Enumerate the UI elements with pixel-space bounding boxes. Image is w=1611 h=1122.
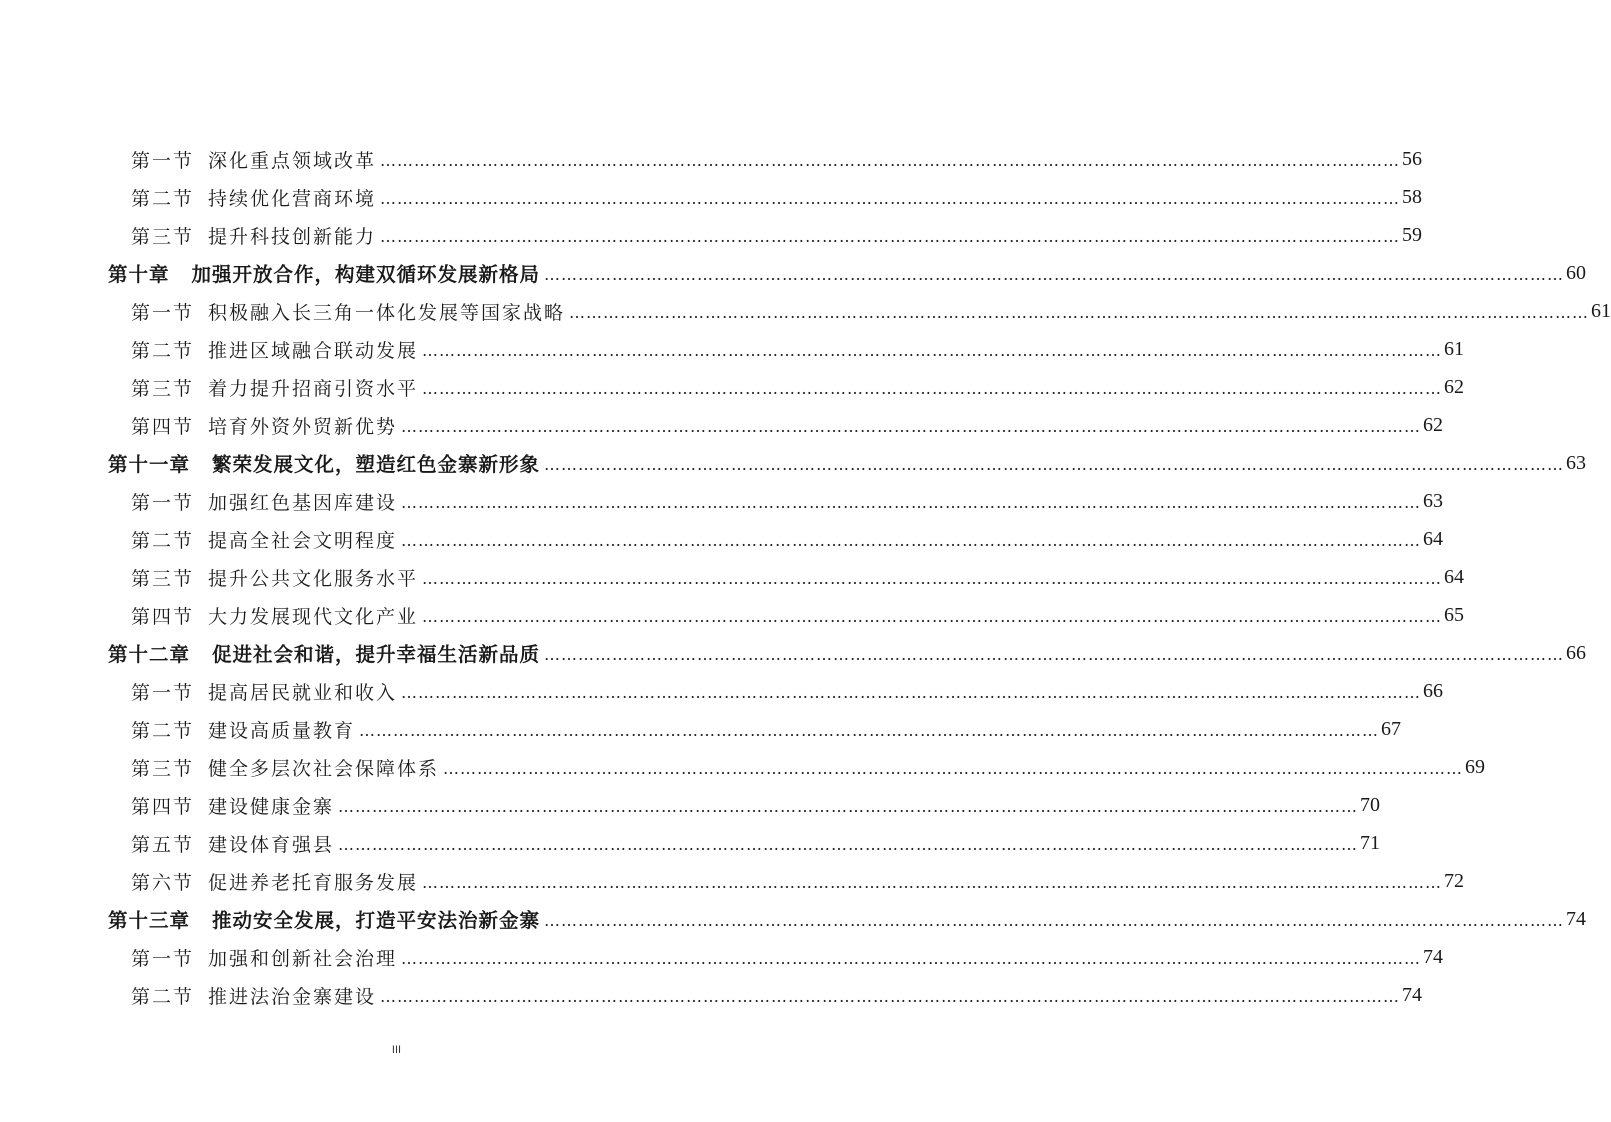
- toc-entry-number: 第一节: [131, 301, 195, 324]
- dot-leader: ………………………………………………………………………………………………………………………………………………………………: [544, 455, 1565, 474]
- toc-entry-label: [108, 639, 540, 667]
- toc-entry-title: 建设体育强县: [208, 833, 335, 856]
- toc-entry-label: [131, 564, 418, 591]
- dot-leader: ………………………………………………………………………………………………………………………………………………………………: [422, 873, 1443, 892]
- toc-entry-number: 第二节: [131, 719, 195, 742]
- toc-entry-title: 加强和创新社会治理: [208, 947, 398, 970]
- dot-leader: ………………………………………………………………………………………………………………………………………………………………: [401, 949, 1422, 968]
- toc-entry[interactable]: [0, 596, 1465, 634]
- toc-entry[interactable]: [0, 748, 1486, 786]
- toc-entry[interactable]: [0, 520, 1444, 558]
- toc-entry-number: 第三节: [131, 377, 195, 400]
- toc-entry-label: [131, 184, 376, 211]
- toc-entry[interactable]: [0, 976, 1423, 1014]
- toc-entry-label: [131, 716, 355, 743]
- toc-entry-number: 第四节: [131, 795, 195, 818]
- toc-entry-number: 第二节: [131, 187, 195, 210]
- dot-leader: ………………………………………………………………………………………………………………………………………………………………: [380, 189, 1401, 208]
- toc-entry-label: [131, 982, 376, 1009]
- toc-entry-title: 深化重点领域改革: [208, 149, 377, 172]
- toc-entry-title: 提升公共文化服务水平: [208, 567, 419, 590]
- toc-chapter-number: 第十二章: [108, 643, 191, 666]
- table-of-contents: [0, 140, 1611, 1014]
- toc-chapter-entry[interactable]: [0, 254, 1587, 292]
- toc-entry-page: 66: [1566, 641, 1587, 664]
- toc-entry-label: [131, 336, 418, 363]
- toc-entry-page: 74: [1423, 945, 1444, 968]
- toc-entry[interactable]: [0, 938, 1444, 976]
- toc-chapter-entry[interactable]: [0, 634, 1587, 672]
- toc-entry-page: 61: [1444, 337, 1465, 360]
- toc-entry-page: 63: [1566, 451, 1587, 474]
- dot-leader: ………………………………………………………………………………………………………………………………………………………………: [422, 607, 1443, 626]
- toc-entry-page: 56: [1402, 147, 1423, 170]
- toc-entry-label: [131, 830, 334, 857]
- toc-entry-page: 72: [1444, 869, 1465, 892]
- toc-entry-page: 64: [1444, 565, 1465, 588]
- toc-entry-number: 第三节: [131, 567, 195, 590]
- toc-chapter-title: 繁荣发展文化，塑造红色金寨新形象: [212, 453, 541, 476]
- toc-entry-number: 第一节: [131, 149, 195, 172]
- dot-leader: ………………………………………………………………………………………………………………………………………………………………: [544, 645, 1565, 664]
- toc-chapter-title: 推动安全发展，打造平安法治新金寨: [212, 909, 541, 932]
- toc-entry-title: 积极融入长三角一体化发展等国家战略: [208, 301, 566, 324]
- toc-entry-number: 第一节: [131, 947, 195, 970]
- toc-entry-title: 加强红色基因库建设: [208, 491, 398, 514]
- toc-entry-label: [131, 944, 397, 971]
- toc-entry-label: [131, 792, 334, 819]
- toc-entry-label: [131, 222, 376, 249]
- dot-leader: ………………………………………………………………………………………………………………………………………………………………: [544, 911, 1565, 930]
- toc-entry-page: 64: [1423, 527, 1444, 550]
- toc-entry[interactable]: [0, 292, 1611, 330]
- dot-leader: ………………………………………………………………………………………………………………………………………………………………: [401, 683, 1422, 702]
- toc-entry-label: [131, 754, 439, 781]
- toc-entry-title: 促进养老托育服务发展: [208, 871, 419, 894]
- toc-entry-label: [131, 298, 565, 325]
- toc-entry-title: 持续优化营商环境: [208, 187, 377, 210]
- toc-entry-title: 大力发展现代文化产业: [208, 605, 419, 628]
- toc-entry-title: 建设健康金寨: [208, 795, 335, 818]
- toc-entry-number: 第三节: [131, 225, 195, 248]
- toc-chapter-number: 第十一章: [108, 453, 191, 476]
- toc-entry[interactable]: [0, 178, 1423, 216]
- toc-entry-page: 61: [1591, 299, 1611, 322]
- page-number-footer: III: [391, 1044, 402, 1056]
- toc-entry-number: 第二节: [131, 985, 195, 1008]
- toc-entry-label: [131, 146, 376, 173]
- dot-leader: ………………………………………………………………………………………………………………………………………………………………: [422, 569, 1443, 588]
- toc-entry-label: [131, 374, 418, 401]
- toc-entry[interactable]: [0, 216, 1423, 254]
- toc-entry-label: [108, 449, 540, 477]
- toc-entry-page: 70: [1360, 793, 1381, 816]
- toc-entry-number: 第一节: [131, 681, 195, 704]
- toc-entry-number: 第二节: [131, 529, 195, 552]
- toc-entry-label: [131, 868, 418, 895]
- dot-leader: ………………………………………………………………………………………………………………………………………………………………: [380, 987, 1401, 1006]
- dot-leader: ………………………………………………………………………………………………………………………………………………………………: [422, 379, 1443, 398]
- toc-entry-label: [131, 412, 397, 439]
- toc-entry-title: 健全多层次社会保障体系: [208, 757, 440, 780]
- toc-entry-label: [131, 488, 397, 515]
- toc-entry-title: 着力提升招商引资水平: [208, 377, 419, 400]
- toc-chapter-title: 促进社会和谐，提升幸福生活新品质: [212, 643, 541, 666]
- toc-entry-label: [108, 905, 540, 933]
- toc-entry-number: 第四节: [131, 415, 195, 438]
- dot-leader: ………………………………………………………………………………………………………………………………………………………………: [359, 721, 1380, 740]
- dot-leader: ………………………………………………………………………………………………………………………………………………………………: [443, 759, 1464, 778]
- dot-leader: ………………………………………………………………………………………………………………………………………………………………: [380, 227, 1401, 246]
- toc-entry[interactable]: [0, 368, 1465, 406]
- toc-entry-number: 第二节: [131, 339, 195, 362]
- dot-leader: ………………………………………………………………………………………………………………………………………………………………: [401, 531, 1422, 550]
- dot-leader: ………………………………………………………………………………………………………………………………………………………………: [338, 835, 1359, 854]
- toc-entry-label: [131, 526, 397, 553]
- toc-entry-page: 63: [1423, 489, 1444, 512]
- toc-entry[interactable]: [0, 862, 1465, 900]
- toc-entry-page: 65: [1444, 603, 1465, 626]
- toc-chapter-entry[interactable]: [0, 444, 1587, 482]
- toc-entry-page: 62: [1444, 375, 1465, 398]
- dot-leader: ………………………………………………………………………………………………………………………………………………………………: [380, 151, 1401, 170]
- toc-chapter-entry[interactable]: [0, 900, 1587, 938]
- toc-entry[interactable]: [0, 406, 1444, 444]
- toc-entry-page: 60: [1566, 261, 1587, 284]
- toc-entry-number: 第五节: [131, 833, 195, 856]
- toc-entry-title: 培育外资外贸新优势: [208, 415, 398, 438]
- toc-entry-label: [131, 678, 397, 705]
- toc-entry-title: 建设高质量教育: [208, 719, 356, 742]
- dot-leader: ………………………………………………………………………………………………………………………………………………………………: [401, 417, 1422, 436]
- toc-entry-label: [131, 602, 418, 629]
- toc-entry-title: 提高居民就业和收入: [208, 681, 398, 704]
- toc-entry-number: 第三节: [131, 757, 195, 780]
- toc-entry-label: [108, 259, 540, 287]
- toc-chapter-number: 第十章: [108, 263, 170, 286]
- toc-entry-page: 58: [1402, 185, 1423, 208]
- toc-entry-page: 59: [1402, 223, 1423, 246]
- toc-chapter-number: 第十三章: [108, 909, 191, 932]
- toc-entry-page: 67: [1381, 717, 1402, 740]
- dot-leader: ………………………………………………………………………………………………………………………………………………………………: [338, 797, 1359, 816]
- toc-entry-number: 第四节: [131, 605, 195, 628]
- toc-entry[interactable]: [0, 786, 1381, 824]
- toc-entry-page: 66: [1423, 679, 1444, 702]
- toc-entry-page: 74: [1402, 983, 1423, 1006]
- toc-chapter-title: 加强开放合作，构建双循环发展新格局: [191, 263, 541, 286]
- toc-entry-title: 推进法治金寨建设: [208, 985, 377, 1008]
- toc-entry[interactable]: [0, 330, 1465, 368]
- toc-entry-title: 推进区域融合联动发展: [208, 339, 419, 362]
- dot-leader: ………………………………………………………………………………………………………………………………………………………………: [569, 303, 1590, 322]
- toc-entry-page: 71: [1360, 831, 1381, 854]
- dot-leader: ………………………………………………………………………………………………………………………………………………………………: [544, 265, 1565, 284]
- toc-entry-title: 提升科技创新能力: [208, 225, 377, 248]
- toc-entry-page: 62: [1423, 413, 1444, 436]
- dot-leader: ………………………………………………………………………………………………………………………………………………………………: [422, 341, 1443, 360]
- toc-entry[interactable]: [0, 482, 1444, 520]
- toc-entry-page: 69: [1465, 755, 1486, 778]
- toc-entry[interactable]: [0, 824, 1381, 862]
- toc-entry[interactable]: [0, 558, 1465, 596]
- dot-leader: ………………………………………………………………………………………………………………………………………………………………: [401, 493, 1422, 512]
- toc-entry-title: 提高全社会文明程度: [208, 529, 398, 552]
- toc-entry-page: 74: [1566, 907, 1587, 930]
- toc-entry[interactable]: [0, 672, 1444, 710]
- toc-entry-number: 第六节: [131, 871, 195, 894]
- toc-entry[interactable]: [0, 710, 1402, 748]
- toc-entry[interactable]: [0, 140, 1423, 178]
- toc-entry-number: 第一节: [131, 491, 195, 514]
